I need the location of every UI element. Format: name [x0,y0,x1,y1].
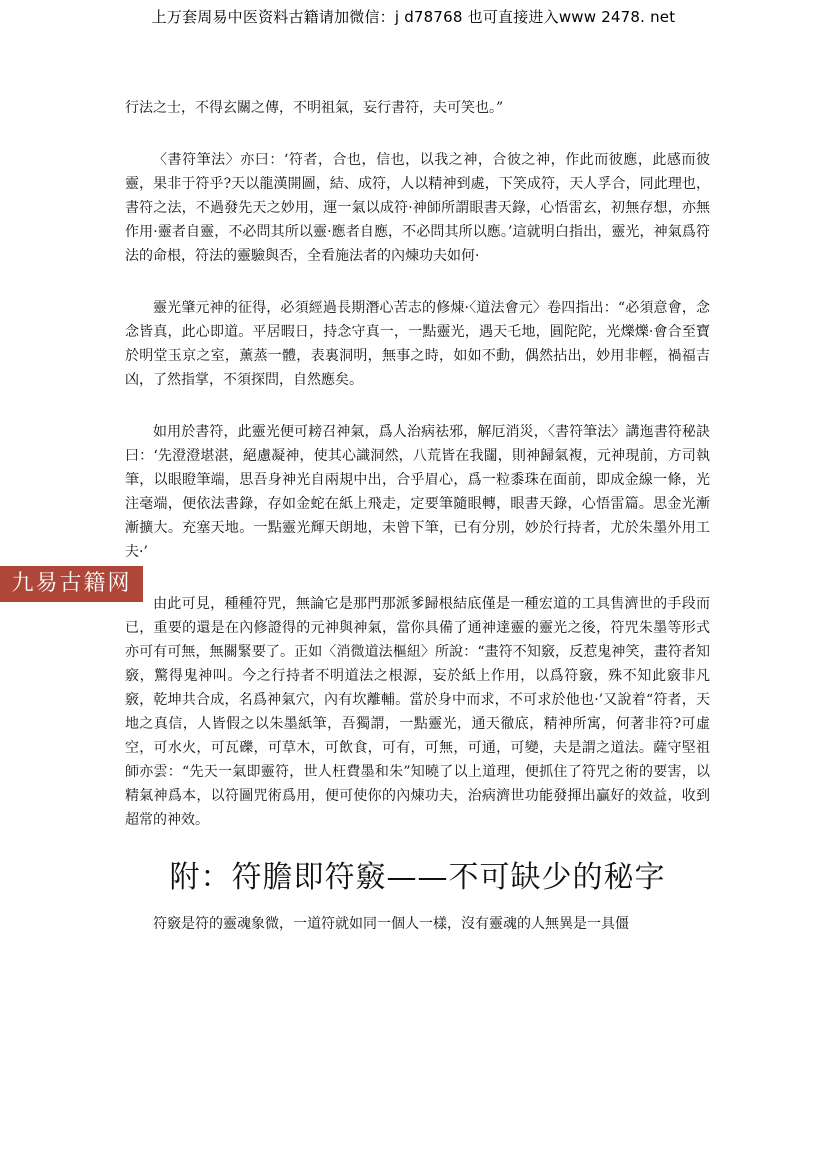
section-heading: 附：符膽即符竅——不可缺少的秘字 [169,860,666,895]
paragraph-2: 〈書符筆法〉亦曰：‘符者，合也，信也，以我之神，合彼之神，作此而彼應，此感而彼靈，果非于符乎?天以龍漢開圖，結、成符，人以精神到處，下笑成符，天人孚合，同此理也，書符之法，不過發先天之妙用，運一氣以成符·神師所謂眼書天錄，心悟雷玄，初無存想，亦無作用·靈者自靈，不必問其所以靈·應者自應，不必問其所以應。’這就明白指出，靈光，神氣爲符法的命根，符法的靈驗與否，全看施法者的內煉功夫如何· [125,152,710,264]
header-banner: 上万套周易中医资料古籍请加微信：j d78768 也可直接进入www 2478. net [151,8,676,26]
section-first-paragraph: 符竅是符的靈魂象微，一道符就如同一個人一樣，沒有靈魂的人無異是一具僵 [153,916,629,932]
paragraph-1: 行法之士，不得玄關之傳，不明祖氣，妄行書符，夫可笑也。” [125,100,504,116]
site-watermark-logo: 九易古籍网 [0,566,143,602]
paragraph-4: 如用於書符，此靈光便可耪召神氣，爲人治病祛邪，解厄消災，〈書符筆法〉講迤書符秘訣曰：‘先澄澄堪湛，絕慮凝神，使其心識洞然，八荒皆在我闥，則神歸氣複，元神現前，方司執筆，以眼瞪筆端，思吾身神光自兩規中出，合乎眉心，爲一粒黍珠在面前，即成金線一條，光注毫端，便依法書錄，存如金蛇在紙上飛走，定要筆隨眼轉，眼書天錄，心悟雷篇。思金光漸漸擴大。充塞天地。一點靈光輝天朗地，未曾下筆，已有分別，妙於行持者，尤於朱墨外用工夫·’ [125,424,710,560]
document-body [125,96,710,936]
paragraph-5: 由此可見，種種符咒，無論它是那門那派爹歸根結底僅是一種宏道的工具售濟世的手段而已，重要的還是在內修證得的元神與神氣，當你具備了通神達靈的靈光之後，符咒朱墨等形式亦可有可無，無關緊要了。正如〈消微道法樞紐〉所說：“畫符不知竅，反惹鬼神笑，畫符者知竅，驚得鬼神叫。今之行持者不明道法之根源，妄於紙上作用，以爲符竅，殊不知此竅非凡竅，乾坤共合成，名爲神氣穴，內有坎離輔。當於身中而求，不可求於他也·’又說着“符者，天地之真信，人皆假之以朱墨紙筆，吾獨謂，一點靈光，通天徹底，精神所寓，何著非符?可虛空，可水火，可瓦礫，可草木，可飲食，可有，可無，可通，可變，夫是謂之道法。薩守堅祖師亦雲：“先天一氣即靈符，世人枉費墨和朱”知曉了以上道理，便抓住了符咒之術的要害，以精氣神爲本，以符圖咒術爲用，便可使你的內煉功夫，治病濟世功能發揮出贏好的效益，收到超常的神效。 [125,596,710,828]
paragraph-3: 靈光肇元神的征得，必須經過長期潛心苦志的修煉·〈道法會元〉卷四指出：“必須意會，念念皆真，此心即道。平居暇日，持念守真一，一點靈光，遇天乇地，圓陀陀，光爍爍·會合至寶於明堂玉京之室，薰蒸一體，表裏洞明，無事之時，如如不動，偶然拈出，妙用非輕，禍福吉凶，了然指掌，不須探問，自然應矣。 [125,300,710,388]
